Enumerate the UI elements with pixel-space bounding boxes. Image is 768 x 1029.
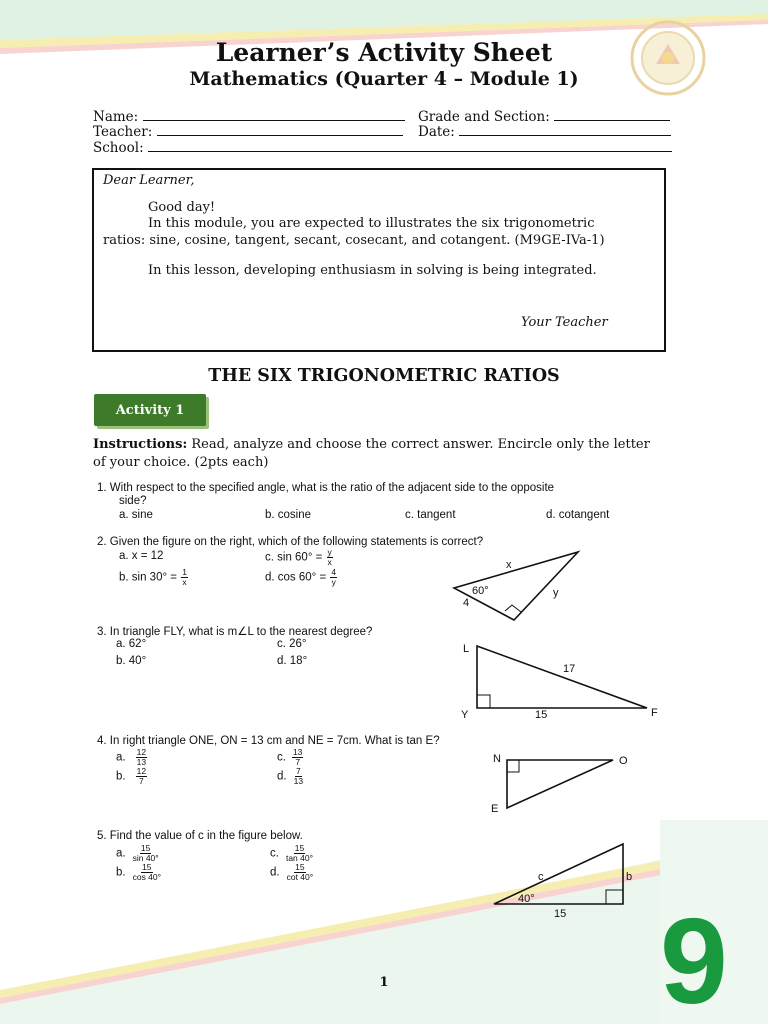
q5-choice-d-fraction (286, 863, 315, 882)
q2-choice-c-fraction (327, 548, 333, 567)
q4-label-E: E (491, 803, 499, 815)
q4-right-angle-mark (507, 760, 519, 772)
fraction-denominator: 13 (136, 757, 147, 767)
fraction-numerator: y (327, 547, 332, 557)
date-field[interactable] (418, 123, 671, 140)
q4-choice-a-text: a. (116, 751, 126, 764)
fraction-denominator: y (331, 577, 336, 587)
teacher-blank[interactable] (157, 123, 403, 136)
q4-choice-b-fraction (136, 767, 147, 786)
q2-choice-d-text: d. cos 60° = (265, 571, 330, 584)
section-heading: THE SIX TRIGONOMETRIC RATIOS (208, 366, 560, 386)
q2-choice-b-text: b. sin 30° = (119, 571, 181, 584)
letter-signature: Your Teacher (521, 315, 608, 330)
letter-line-1: Good day! (148, 200, 216, 215)
q1-choice-a[interactable]: a. sine (119, 509, 153, 521)
q1-choice-c[interactable]: c. tangent (405, 509, 456, 521)
instructions (93, 437, 650, 452)
fraction-numerator: 4 (331, 567, 337, 577)
grade-badge: 9 (660, 893, 728, 1029)
q4-choice-a[interactable] (116, 748, 148, 767)
q3-stem: 3. In triangle FLY, what is m∠L to the nearest degree? (97, 626, 373, 638)
q5-choice-b-fraction (132, 863, 162, 882)
q2-label-angle: 60° (472, 585, 489, 597)
grade-section-blank[interactable] (554, 108, 670, 121)
q4-choice-c[interactable] (277, 748, 304, 767)
date-blank[interactable] (459, 123, 671, 136)
q4-choice-a-fraction (136, 748, 147, 767)
q2-label-y: y (553, 587, 559, 599)
teacher-field[interactable] (93, 123, 403, 140)
q4-choice-d[interactable] (277, 767, 305, 786)
q2-stem: 2. Given the figure on the right, which of the following statements is correct? (97, 536, 484, 548)
q2-label-x: x (506, 559, 512, 571)
q2-label-4: 4 (463, 597, 470, 609)
q5-label-b: b (626, 871, 633, 883)
q5-triangle-figure (488, 840, 638, 922)
fraction-numerator: 12 (136, 747, 147, 757)
fraction-denominator: sin 40° (132, 853, 159, 863)
q4-label-N: N (493, 753, 501, 765)
q5-choice-c[interactable] (270, 844, 315, 863)
q1-stem-line-1: 1. With respect to the specified angle, what is the ratio of the adjacent side to the opposite (97, 482, 555, 494)
letter-greeting: Dear Learner, (103, 173, 195, 188)
q2-choice-b[interactable] (119, 568, 189, 587)
q5-triangle (494, 844, 623, 904)
q3-right-angle-mark (477, 695, 490, 708)
q1-choice-b[interactable]: b. cosine (265, 509, 312, 521)
letter-line-3: ratios: sine, cosine, tangent, secant, cosecant, and cotangent. (M9GE-IVa-1) (103, 233, 605, 248)
q1-choice-d[interactable]: d. cotangent (546, 509, 610, 521)
page-title: Learner’s Activity Sheet (215, 38, 553, 67)
q3-label-L: L (463, 643, 470, 655)
q5-choice-a-fraction (132, 844, 160, 863)
school-field[interactable] (93, 139, 672, 156)
q4-choice-b[interactable] (116, 767, 148, 786)
q4-label-O: O (619, 755, 628, 767)
fraction-denominator: x (327, 557, 332, 567)
fraction-numerator: 15 (294, 843, 305, 853)
activity-label: Activity 1 (115, 402, 185, 418)
fraction-denominator: 7 (138, 776, 144, 786)
q2-choice-c[interactable] (265, 548, 334, 567)
page-subtitle: Mathematics (Quarter 4 – Module 1) (189, 68, 579, 90)
q3-choice-c[interactable]: c. 26° (277, 638, 307, 650)
q2-choice-a[interactable]: a. x = 12 (119, 550, 164, 562)
fraction-denominator: cot 40° (286, 872, 314, 882)
fraction-numerator: 15 (295, 862, 305, 872)
fraction-numerator: 1 (182, 567, 187, 577)
instructions-label: Instructions: (93, 437, 188, 452)
fraction-denominator: tan 40° (285, 853, 313, 863)
letter-line-2: In this module, you are expected to illustrates the six trigonometric (148, 216, 595, 231)
fraction-numerator: 15 (140, 843, 151, 853)
q5-choice-b-text: b. (116, 866, 126, 879)
fraction-denominator: 7 (295, 757, 301, 767)
grade-section-label: Grade and Section: (418, 109, 550, 125)
q5-choice-c-fraction (285, 844, 314, 863)
q3-choice-b[interactable]: b. 40° (116, 655, 147, 667)
q1-stem-line-2: side? (119, 495, 147, 507)
fraction-denominator: x (182, 577, 187, 587)
fraction-numerator: 12 (136, 766, 147, 776)
name-label: Name: (93, 109, 139, 125)
q4-choice-d-text: d. (277, 770, 287, 783)
q3-label-F: F (651, 707, 658, 719)
q5-choice-b[interactable] (116, 863, 163, 882)
q2-choice-d-fraction (330, 568, 337, 587)
q4-choice-b-text: b. (116, 770, 126, 783)
q2-right-angle-mark (505, 605, 521, 612)
fraction-numerator: 7 (295, 766, 301, 776)
fraction-numerator: 13 (292, 747, 303, 757)
instructions-line-1: Read, analyze and choose the correct answer. Encircle only the letter (187, 437, 650, 452)
school-label: School: (93, 140, 144, 156)
q4-choice-d-fraction (293, 767, 304, 786)
fraction-numerator: 15 (142, 862, 152, 872)
q4-choice-c-fraction (292, 748, 303, 767)
q4-choice-c-text: c. (277, 751, 286, 764)
q4-stem: 4. In right triangle ONE, ON = 13 cm and NE = 7cm. What is tan E? (97, 735, 440, 747)
q4-triangle (507, 760, 613, 808)
q3-label-15: 15 (535, 709, 548, 721)
q5-choice-a[interactable] (116, 844, 161, 863)
teacher-label: Teacher: (93, 124, 153, 140)
fraction-denominator: 13 (293, 776, 304, 786)
q5-choice-d-text: d. (270, 866, 280, 879)
activity-tag (94, 394, 206, 426)
q3-label-Y: Y (461, 709, 469, 721)
q5-label-c: c (538, 871, 544, 883)
name-blank[interactable] (143, 108, 405, 121)
date-label: Date: (418, 124, 455, 140)
q5-label-15: 15 (554, 908, 567, 920)
q3-choice-d[interactable]: d. 18° (277, 655, 308, 667)
q5-right-angle-mark (606, 890, 623, 904)
q3-choice-a[interactable]: a. 62° (116, 638, 147, 650)
q5-choice-d[interactable] (270, 863, 315, 882)
q5-choice-a-text: a. (116, 847, 126, 860)
q5-stem: 5. Find the value of c in the figure below. (97, 830, 303, 842)
letter-line-4: In this lesson, developing enthusiasm in solving is being integrated. (148, 263, 597, 278)
q2-choice-b-fraction (181, 568, 188, 587)
fraction-denominator: cos 40° (132, 872, 162, 882)
q2-triangle-figure (448, 548, 598, 624)
school-blank[interactable] (148, 139, 672, 152)
q2-choice-d[interactable] (265, 568, 338, 587)
q5-label-angle: 40° (518, 893, 535, 905)
q3-triangle-figure (455, 638, 665, 722)
page-number: 1 (379, 975, 389, 990)
instructions-line-2: of your choice. (2pts each) (93, 455, 269, 470)
q3-label-17: 17 (563, 663, 576, 675)
q3-triangle (477, 646, 647, 708)
q5-choice-c-text: c. (270, 847, 279, 860)
q4-triangle-figure (485, 750, 635, 816)
q2-choice-c-text: c. sin 60° = (265, 551, 326, 564)
